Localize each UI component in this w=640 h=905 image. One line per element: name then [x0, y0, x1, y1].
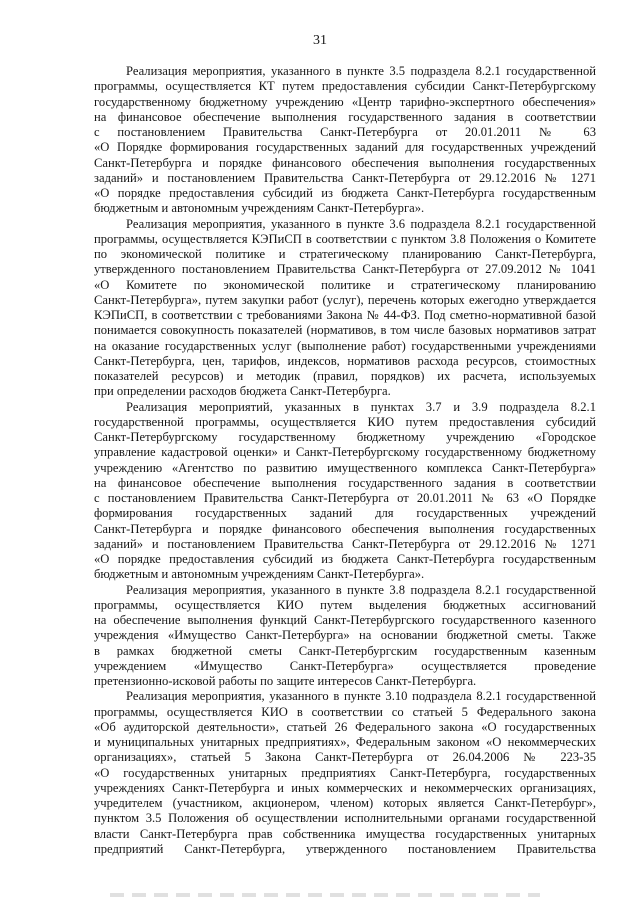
text-line: бюджетным и автономным учреждениям Санкт-Петербурга».	[94, 567, 425, 582]
text-line: утвержденного постановлением Правительства Санкт-Петербурга от 27.09.2012 № 1041	[94, 262, 596, 277]
text-line: с постановлением Правительства Санкт-Петербурга от 20.01.2011 № 63	[94, 125, 596, 139]
text-line: программы, осуществляется КЭПиСП в соответствии с пунктом 3.8 Положения о Комитете	[94, 231, 596, 246]
text-line: программы, осуществляется КТ путем предоставления субсидии Санкт-Петербургскому	[94, 79, 596, 94]
paragraph-measure-3-5	[94, 64, 596, 217]
text-line: «О Порядке формирования государственных заданий для государственных учреждений	[94, 140, 596, 155]
text-line: учредителем (участником, акционером, членом) которых является Санкт-Петербург»,	[94, 796, 596, 810]
text-line: программы, осуществляется КИО путем выделения бюджетных ассигнований	[94, 597, 596, 612]
text-line: формирования государственных заданий для государственных учреждений	[94, 506, 596, 521]
text-line: учреждением «Имущество Санкт-Петербурга» осуществляется проведение	[94, 658, 596, 673]
text-line: на финансовое обеспечение выполнения государственного задания в соответствии	[94, 109, 596, 124]
text-line: Реализация мероприятий, указанных в пунктах 3.7 и 3.9 подраздела 8.2.1	[126, 399, 596, 414]
text-line: управление кадастровой оценки» и Санкт-Петербургскому государственному бюджетному	[94, 445, 596, 460]
text-line: на обеспечение выполнения функций Санкт-Петербургского государственного казенного	[94, 613, 596, 627]
text-line: «О порядке предоставления субсидий из бюджета Санкт-Петербурга государственным	[94, 186, 596, 200]
text-line: Санкт-Петербургскому государственному бюджетному учреждению «Городское	[94, 430, 596, 444]
text-line: Санкт-Петербурга», путем закупки работ (услуг), перечень которых ежегодно утверждается	[94, 292, 596, 307]
text-line: государственной программы, осуществляется КИО путем предоставления субсидий	[94, 414, 596, 429]
text-line: по экономической политике и стратегическому планированию Санкт-Петербурга,	[94, 247, 596, 261]
text-line: программы, осуществляется КИО в соответствии со статьей 5 Федерального закона	[94, 704, 596, 719]
text-line: на финансовое обеспечение выполнения государственного задания в соответствии	[94, 475, 596, 490]
text-line: Реализация мероприятия, указанного в пункте 3.10 подраздела 8.2.1 государственной	[126, 689, 596, 704]
paragraph-measure-3-8	[94, 583, 596, 690]
text-line: заданий» и постановлением Правительства Санкт-Петербурга от 29.12.2016 № 1271	[94, 170, 596, 185]
text-line: Реализация мероприятия, указанного в пункте 3.6 подраздела 8.2.1 государственной	[126, 216, 596, 231]
text-line: «О государственных унитарных предприятиях Санкт-Петербурга, государственных	[94, 765, 596, 780]
text-line: в рамках бюджетной сметы Санкт-Петербургским государственным казенным	[94, 643, 596, 658]
text-line: с постановлением Правительства Санкт-Петербурга от 20.01.2011 № 63 «О Порядке	[94, 491, 596, 505]
text-line: понимается совокупность показателей (нормативов, в том числе базовых нормативов затрат	[94, 323, 596, 338]
text-line: Санкт-Петербурга и порядке финансового обеспечения выполнения государственных	[94, 521, 596, 536]
text-line: организациях», статьей 5 Закона Санкт-Петербурга от 26.04.2006 № 223-35	[94, 750, 596, 765]
document-body	[94, 64, 596, 857]
paragraph-measures-3-7-3-9	[94, 400, 596, 583]
text-line: Санкт-Петербурга, цен, тарифов, индексов, нормативов расхода ресурсов, стоимостных	[94, 353, 596, 368]
text-line: учреждения «Имущество Санкт-Петербурга» на основании бюджетной сметы. Также	[94, 628, 596, 643]
text-line: предприятий Санкт-Петербурга, утвержденного постановлением Правительства	[94, 841, 596, 856]
text-line: при определении расходов бюджета Санкт-Петербурга.	[94, 384, 391, 399]
text-line: бюджетным и автономным учреждениям Санкт-Петербурга».	[94, 201, 425, 216]
text-line: претензионно-исковой работы по защите интересов Санкт-Петербурга.	[94, 674, 477, 688]
text-line: «Об аудиторской деятельности», статьей 26 Федерального закона «О государственных	[94, 719, 596, 734]
text-line: Санкт-Петербурга и порядке финансового обеспечения выполнения государственных	[94, 155, 596, 170]
text-line: «О Комитете по экономической политике и стратегическому планированию	[94, 277, 596, 292]
paragraph-measure-3-10	[94, 689, 596, 857]
paragraph-measure-3-6	[94, 217, 596, 400]
text-line: государственному бюджетному учреждению «Центр тарифно-экспертного обеспечения»	[94, 94, 596, 109]
text-line: власти Санкт-Петербурга прав собственника имущества государственных унитарных	[94, 826, 596, 841]
text-line: пунктом 3.5 Положения об осуществлении исполнительными органами государственной	[94, 811, 596, 826]
text-line: и муниципальных унитарных предприятиях», Федеральным законом «О некоммерческих	[94, 735, 596, 749]
text-line: на оказание государственных услуг (выполнение работ) государственными учреждениями	[94, 338, 596, 353]
text-line: учреждениях Санкт-Петербурга и иных коммерческих и некоммерческих организациях,	[94, 780, 596, 795]
text-line: КЭПиСП, в соответствии с требованиями Закона № 44-ФЗ. Под сметно-нормативной базой	[94, 308, 596, 322]
text-line: показателей ресурсов) и методик (правил, порядков) их расчета, используемых	[94, 369, 596, 383]
text-line: заданий» и постановлением Правительства Санкт-Петербурга от 29.12.2016 № 1271	[94, 536, 596, 551]
text-line: «О порядке предоставления субсидий из бюджета Санкт-Петербурга государственным	[94, 552, 596, 566]
text-line: Реализация мероприятия, указанного в пункте 3.8 подраздела 8.2.1 государственной	[126, 582, 596, 597]
text-line: Реализация мероприятия, указанного в пункте 3.5 подраздела 8.2.1 государственной	[126, 64, 596, 78]
page-number: 31	[313, 33, 327, 48]
text-line: учреждению «Агентство по развитию имущественного комплекса Санкт-Петербурга»	[94, 460, 596, 475]
scan-footer-artifact	[110, 893, 540, 897]
